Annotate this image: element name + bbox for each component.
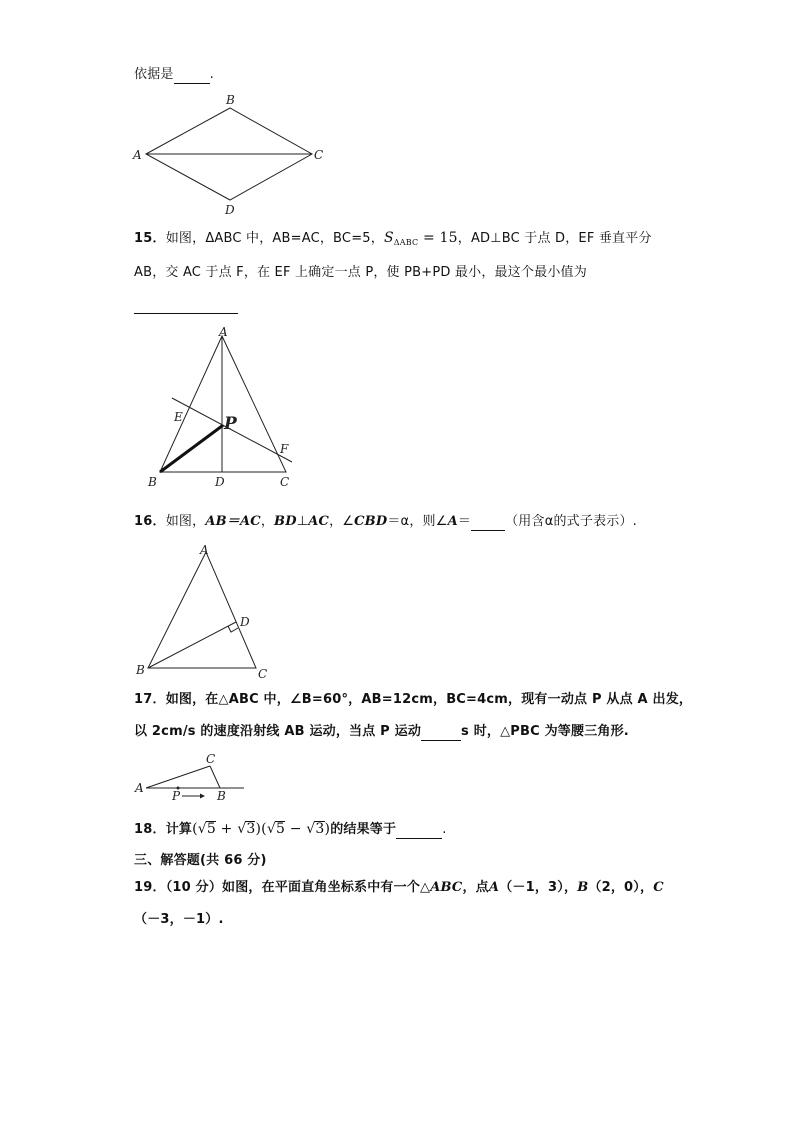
q15-text-b: ΔABC 中，AB=AC，BC=5， — [205, 231, 384, 246]
q14-label-b: B — [226, 93, 235, 107]
q15-label-a: A — [219, 325, 228, 339]
q17-answer-blank — [421, 726, 461, 741]
q15-answer-blank — [134, 299, 238, 314]
q16-text-i: ＝α，则∠ — [387, 514, 448, 529]
q16-text-b: AB＝AC — [205, 514, 261, 529]
q19-coord-c: （－3，－1）. — [134, 912, 224, 927]
q15-segment-pb — [160, 426, 222, 472]
q14-label-a: A — [133, 148, 142, 162]
q15-area-symbol: S — [383, 230, 394, 246]
q16-text-h: CBD — [354, 514, 388, 529]
q17-text-line2-b: s 时，△PBC 为等腰三角形. — [461, 724, 629, 739]
q16-segment-bd — [148, 622, 236, 668]
q19-point-c: C — [653, 880, 664, 895]
q16-right-angle-mark — [228, 626, 238, 632]
q16-text-c: ， — [260, 514, 275, 529]
q15-triangle-figure — [140, 326, 330, 492]
q17-text-line2-a: 以 2cm/s 的速度沿射线 AB 运动，当点 P 运动 — [134, 724, 422, 739]
q19-text-a: （10 分）如图，在平面直角坐标系中有一个△ — [165, 880, 431, 895]
q18-line — [134, 820, 447, 839]
q16-text-l: （用含α的式子表示）. — [505, 514, 637, 529]
q16-label-a: A — [200, 543, 209, 557]
q15-label-b: B — [148, 475, 157, 489]
section-3-title: 三、解答题(共 66 分) — [134, 853, 267, 868]
q16-answer-blank — [471, 516, 505, 531]
q15-label-e: E — [174, 410, 183, 424]
q18-answer-blank — [396, 824, 442, 839]
q17-arrow-head — [200, 794, 205, 799]
q17-segment-ac — [146, 766, 210, 788]
q16-text-e: ⊥ — [296, 514, 309, 529]
q16-label-c: C — [258, 667, 268, 681]
q19-line-1 — [134, 879, 664, 897]
q16-text-j: A — [447, 514, 458, 529]
q19-text-b: ，点 — [462, 880, 489, 895]
q17-number: 17． — [134, 692, 166, 707]
q18-text-a: 计算 — [165, 822, 193, 837]
q14-end: . — [209, 67, 214, 82]
q16-text-a: 如图， — [165, 514, 206, 529]
q14-answer-blank — [174, 69, 210, 84]
q18-radicand-2: 3 — [246, 821, 256, 837]
q17-segment-cb — [210, 766, 220, 788]
q16-text-d: BD — [274, 514, 297, 529]
q15-text-line2: AB，交 AC 于点 F，在 EF 上确定一点 P，使 PB+PD 最小，最这个最小值为 — [134, 265, 587, 280]
q19-coord-b: （2，0）， — [588, 880, 654, 895]
q18-close-open-paren: )( — [255, 821, 267, 837]
q19-point-a: A — [488, 880, 500, 895]
q15-line-2 — [134, 264, 587, 282]
q16-text-g: ，∠ — [329, 514, 355, 529]
q18-minus: − — [285, 821, 307, 837]
q15-area-expression — [384, 230, 458, 246]
q14-label-c: C — [314, 148, 324, 162]
q19-abc: ABC — [430, 880, 463, 895]
q18-radicand-4: 3 — [315, 821, 325, 837]
q18-end: . — [442, 822, 447, 837]
q18-text-b: 的结果等于 — [330, 822, 397, 837]
q15-triangle-abc — [160, 336, 286, 472]
q15-label-p: P — [224, 414, 237, 434]
q15-number: 15． — [134, 231, 166, 246]
q16-number: 16． — [134, 514, 166, 529]
q18-number: 18． — [134, 822, 166, 837]
q17-label-p: P — [172, 789, 181, 803]
q18-open-paren: ( — [192, 821, 198, 837]
q19-point-b: B — [577, 880, 589, 895]
q16-triangle-figure — [130, 540, 280, 682]
q16-text-f: AC — [308, 514, 330, 529]
q17-ray-figure — [132, 750, 252, 802]
q14-label-d: D — [225, 203, 235, 217]
q18-radicand-3: 5 — [275, 821, 286, 837]
q17-label-c: C — [206, 752, 216, 766]
q14-rhombus-figure — [130, 92, 330, 218]
q19-line-2 — [134, 911, 224, 929]
q17-line-2 — [134, 723, 629, 741]
q15-text-c: ，AD⊥BC 于点 D，EF 垂直平分 — [457, 231, 652, 246]
q18-radical-sign-1: √ — [197, 821, 207, 837]
q18-radicand-1: 5 — [206, 821, 217, 837]
q15-line-1 — [134, 229, 652, 252]
q15-label-f: F — [280, 442, 289, 456]
q18-radical-sign-3: √ — [266, 821, 276, 837]
q17-line-1 — [134, 691, 692, 709]
q18-radical-sign-4: √ — [306, 821, 316, 837]
q15-area-sub: ΔABC — [393, 238, 419, 247]
q15-line-3 — [134, 296, 238, 314]
q19-coord-a: （－1，3）， — [499, 880, 578, 895]
q16-label-b: B — [136, 663, 145, 677]
q15-text-a: 如图， — [165, 231, 206, 246]
q14-tail-line — [134, 66, 214, 84]
q16-label-d: D — [240, 615, 250, 629]
q15-area-eq: = 15 — [418, 230, 458, 246]
q18-expression — [192, 821, 330, 837]
q16-text-k: ＝ — [457, 514, 472, 529]
q17-label-a: A — [135, 781, 144, 795]
q14-tail-text: 依据是 — [134, 67, 174, 82]
q17-text-line1: 如图，在△ABC 中，∠B=60°，AB=12cm，BC=4cm，现有一动点 P 从点 A 出发， — [165, 692, 693, 707]
q18-plus: + — [216, 821, 238, 837]
q18-close-paren: ) — [324, 821, 331, 837]
q19-number: 19． — [134, 880, 166, 895]
q17-label-b: B — [217, 789, 226, 803]
q16-triangle-abc — [148, 552, 256, 668]
q18-radical-sign-2: √ — [237, 821, 247, 837]
q16-line — [134, 513, 637, 531]
q15-label-c: C — [280, 475, 290, 489]
q15-label-d: D — [215, 475, 225, 489]
